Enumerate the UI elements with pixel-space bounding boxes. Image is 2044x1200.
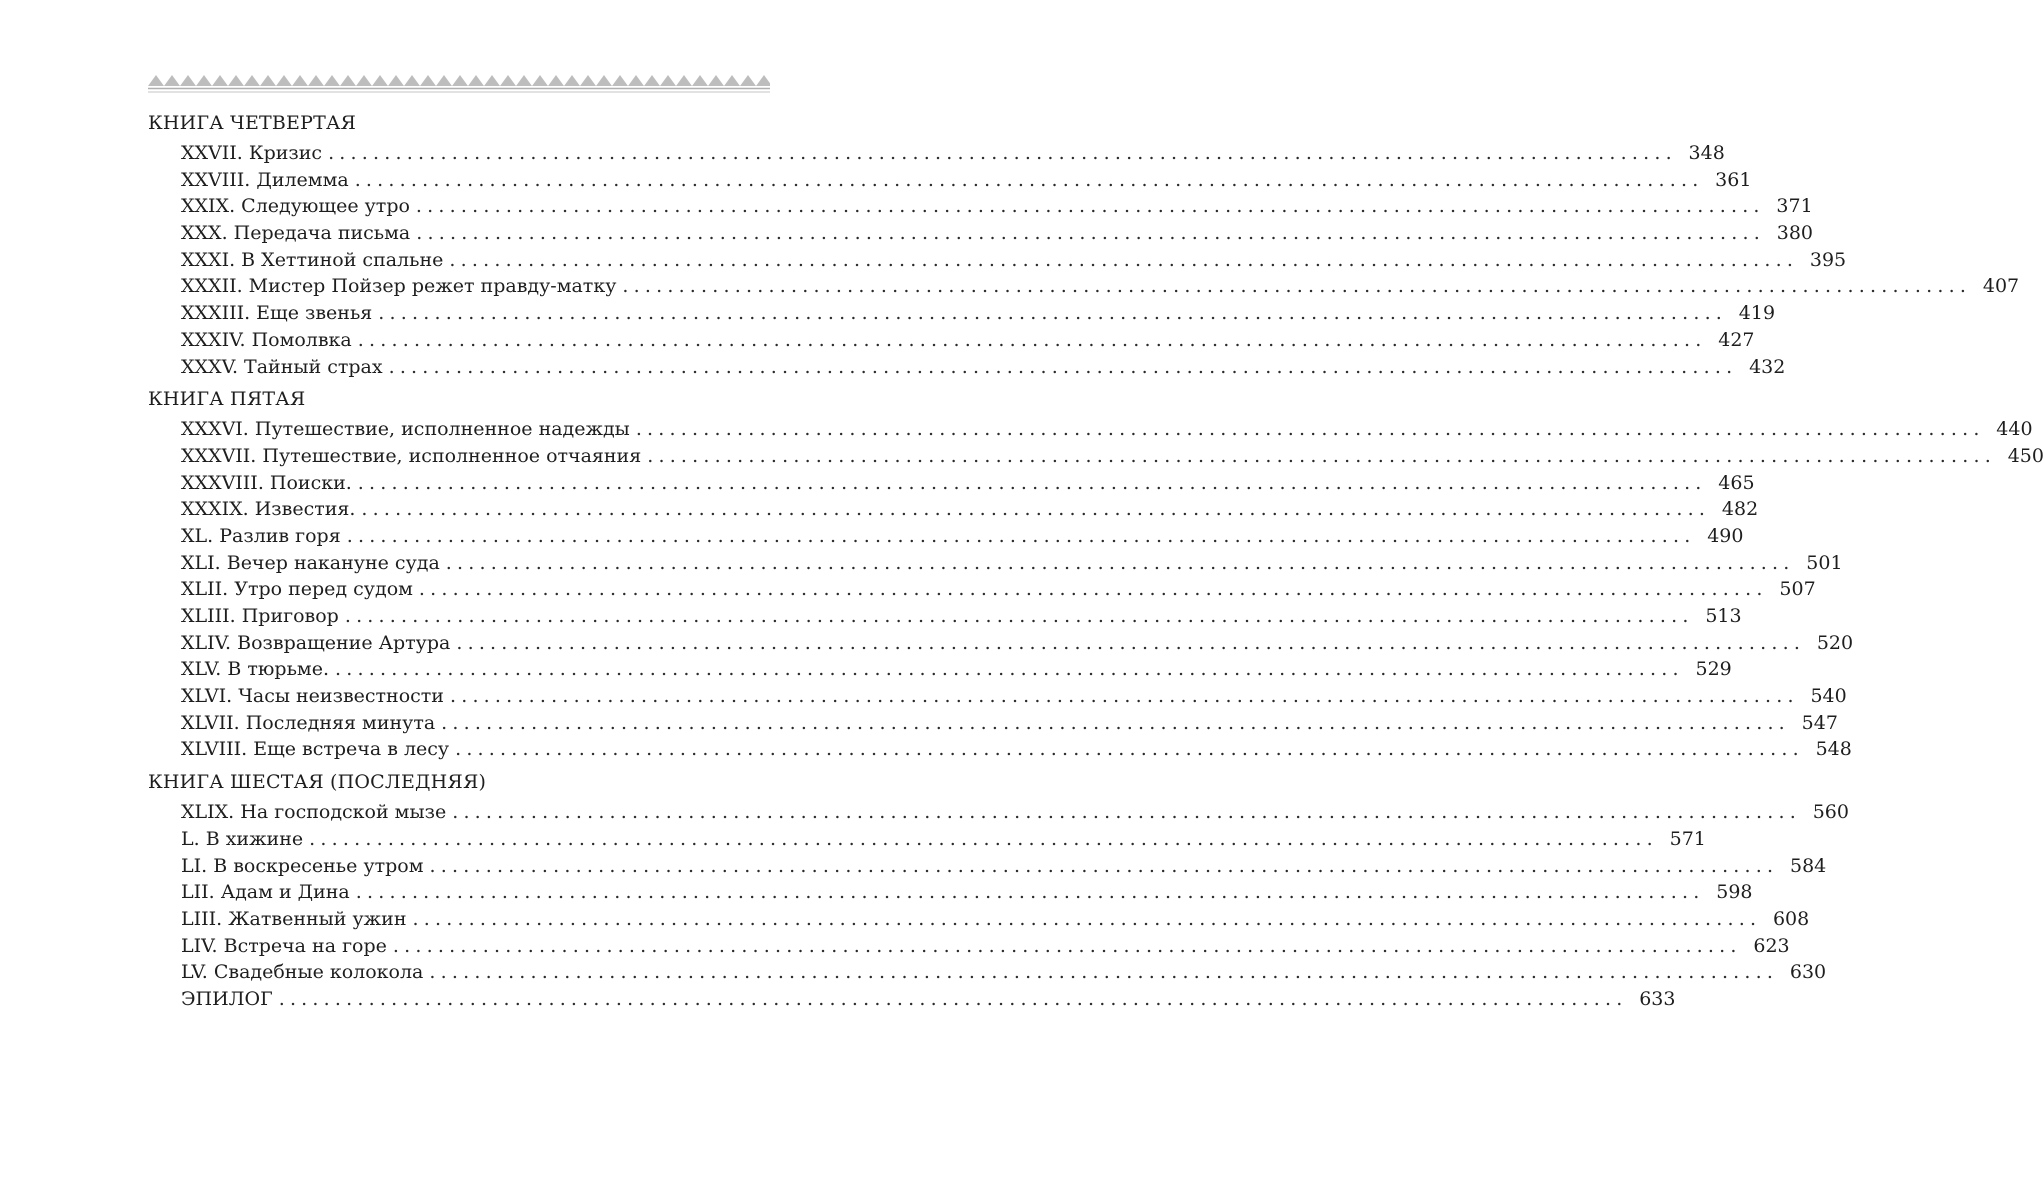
- dot-leader: ........................................................................................................................: [392, 934, 1742, 957]
- header-ornament-border: [148, 72, 770, 94]
- dot-leader: ........................................................................................................................: [455, 738, 1804, 761]
- page-number: 548: [1815, 738, 1852, 761]
- toc-entry[interactable]: [148, 683, 1847, 710]
- chapter-title: XXXV. Тайный страх: [181, 355, 383, 378]
- dot-leader: ........................................................................................................................: [416, 222, 1766, 245]
- toc-entry[interactable]: [148, 300, 1776, 327]
- dot-leader: ........................................................................................................................: [355, 881, 1705, 904]
- chapter-title: LIV. Встреча на горе: [181, 934, 387, 957]
- toc-entry[interactable]: [148, 826, 1706, 853]
- page-number: 432: [1749, 355, 1786, 378]
- page-number: 584: [1790, 854, 1827, 877]
- dot-leader: ........................................................................................................................: [357, 328, 1707, 351]
- page-number: 482: [1721, 498, 1759, 521]
- toc-entry[interactable]: [148, 879, 1753, 906]
- chapter-title: XLVI. Часы неизвестности: [181, 685, 444, 708]
- chapter-title: XLIX. На господской мызе: [181, 801, 447, 824]
- dot-leader: ........................................................................................................................: [622, 275, 1972, 298]
- dot-leader: ........................................................................................................................: [445, 551, 1795, 574]
- page-number: 513: [1705, 605, 1742, 627]
- chapter-title: XXXVII. Путешествие, исполненное отчаяния: [181, 444, 642, 467]
- book-5-section: [148, 382, 2044, 763]
- dot-leader: ........................................................................................................................: [346, 524, 1696, 547]
- toc-entry[interactable]: [148, 247, 1847, 274]
- dot-leader: ........................................................................................................................: [429, 961, 1779, 984]
- dot-leader: ........................................................................................................................: [635, 418, 1985, 441]
- dot-leader: ........................................................................................................................: [415, 195, 1765, 218]
- dot-leader: ........................................................................................................................: [429, 854, 1779, 877]
- page-number: 407: [1982, 275, 2020, 298]
- dot-leader: ........................................................................................................................: [452, 801, 1801, 824]
- toc-entry[interactable]: [148, 959, 1827, 986]
- chapter-title: XL. Разлив горя: [181, 524, 341, 547]
- dot-leader: ........................................................................................................................: [378, 302, 1728, 325]
- book-title: КНИГА ШЕСТАЯ (ПОСЛЕДНЯЯ): [148, 771, 487, 794]
- chapter-title: XXXIX. Известия.: [181, 498, 356, 521]
- chapter-title: XXXIV. Помолвка: [181, 328, 352, 351]
- chapter-title: XLIII. Приговор: [181, 605, 339, 627]
- toc-entry[interactable]: [148, 354, 1786, 381]
- chapter-title: XXIX. Следующее утро: [181, 195, 410, 218]
- chapter-title: XXX. Передача письма: [181, 222, 411, 245]
- page-number: 540: [1810, 685, 1847, 708]
- dot-leader: ........................................................................................................................: [328, 142, 1677, 164]
- page-number: 490: [1707, 524, 1744, 547]
- page-number: 361: [1715, 168, 1752, 191]
- page-number: 450: [2007, 444, 2044, 467]
- page-number: 465: [1718, 471, 1755, 494]
- chapter-title: XXXII. Мистер Пойзер режет правду-матку: [181, 275, 617, 298]
- page-number: 598: [1716, 881, 1753, 904]
- toc-entry[interactable]: [148, 416, 2033, 443]
- toc-entry[interactable]: [148, 933, 1790, 960]
- page-number: 419: [1738, 302, 1776, 325]
- page-number: 623: [1753, 934, 1790, 957]
- page-number: 371: [1776, 195, 1813, 218]
- chapter-title: XXXVI. Путешествие, исполненное надежды: [181, 418, 630, 441]
- dot-leader: ........................................................................................................................: [418, 578, 1768, 601]
- toc-entry[interactable]: [148, 140, 1725, 167]
- table-of-contents: [148, 106, 2044, 1013]
- toc-entry[interactable]: [148, 736, 1852, 763]
- toc-entry[interactable]: [148, 656, 1732, 683]
- dot-leader: ........................................................................................................................: [647, 444, 1996, 467]
- toc-entry[interactable]: [148, 550, 1843, 577]
- toc-entry[interactable]: [148, 576, 1816, 603]
- dot-leader: ........................................................................................................................: [412, 907, 1762, 930]
- page-number: 571: [1669, 827, 1706, 850]
- toc-entry[interactable]: [148, 906, 1810, 933]
- chapter-title: L. В хижине: [181, 827, 304, 850]
- dot-leader: ........................................................................................................................: [388, 355, 1738, 378]
- chapter-title: LV. Свадебные колокола: [181, 961, 424, 984]
- chapter-title: XXXVIII. Поиски.: [181, 471, 352, 494]
- dot-leader: ........................................................................................................................: [335, 658, 1684, 681]
- book-4-section: [148, 106, 2020, 380]
- toc-entry[interactable]: [148, 327, 1755, 354]
- chapter-title: XLI. Вечер накануне суда: [181, 551, 440, 574]
- toc-entry[interactable]: [148, 496, 1759, 523]
- toc-entry[interactable]: [148, 853, 1827, 880]
- page-number: 507: [1779, 578, 1816, 601]
- chapter-title: XLVIII. Еще встреча в лесу: [181, 738, 450, 761]
- chapter-title: XLV. В тюрьме.: [181, 658, 329, 681]
- page-number: 560: [1812, 801, 1849, 824]
- toc-entry[interactable]: [148, 630, 1854, 657]
- page-number: 395: [1809, 248, 1847, 271]
- dot-leader: ........................................................................................................................: [357, 471, 1707, 494]
- toc-entry[interactable]: [148, 220, 1814, 247]
- book-6-section: [148, 765, 1849, 1013]
- chapter-title: LI. В воскресенье утром: [181, 854, 424, 877]
- chapter-title: XXXI. В Хеттиной спальне: [181, 248, 444, 271]
- page-number: 501: [1806, 551, 1843, 574]
- dot-leader: ........................................................................................................................: [309, 827, 1658, 850]
- page-number: 520: [1816, 631, 1854, 654]
- page-number: 380: [1776, 222, 1814, 245]
- toc-entry[interactable]: [148, 603, 1742, 630]
- page-number: 529: [1695, 658, 1732, 681]
- dot-leader: ........................................................................................................................: [441, 711, 1790, 734]
- chapter-title: LII. Адам и Дина: [181, 881, 350, 904]
- dot-leader: ........................................................................................................................: [278, 987, 1628, 1010]
- chapter-title: XXVIII. Дилемма: [181, 168, 349, 191]
- dot-leader: ........................................................................................................................: [354, 168, 1704, 191]
- toc-entry[interactable]: [148, 523, 1744, 550]
- book-title: КНИГА ЧЕТВЕРТАЯ: [148, 112, 357, 134]
- toc-entry[interactable]: [148, 193, 1813, 220]
- toc-entry[interactable]: [148, 167, 1752, 194]
- page-number: 440: [1996, 418, 2033, 441]
- book-title: КНИГА ПЯТАЯ: [148, 388, 306, 411]
- dot-leader: ........................................................................................................................: [456, 631, 1806, 654]
- chapter-title: XLVII. Последняя минута: [181, 711, 436, 734]
- page-number: 630: [1789, 961, 1827, 984]
- toc-entry[interactable]: [148, 799, 1849, 826]
- page-number: 427: [1718, 328, 1755, 351]
- page-number: 633: [1639, 987, 1676, 1010]
- dot-leader: ........................................................................................................................: [344, 605, 1694, 627]
- page-number: 348: [1688, 142, 1725, 164]
- toc-entry[interactable]: [148, 470, 1755, 497]
- toc-entry[interactable]: [148, 273, 2020, 300]
- chapter-title: XLII. Утро перед судом: [181, 578, 413, 601]
- toc-entry[interactable]: [148, 986, 1676, 1013]
- page-number: 608: [1772, 907, 1810, 930]
- chapter-title: XLIV. Возвращение Артура: [181, 631, 451, 654]
- dot-leader: ........................................................................................................................: [449, 248, 1799, 271]
- chapter-title: XXVII. Кризис: [181, 142, 323, 164]
- dot-leader: ........................................................................................................................: [449, 685, 1799, 708]
- chapter-title: XXXIII. Еще звенья: [181, 302, 373, 325]
- chapter-title: ЭПИЛОГ: [181, 987, 273, 1010]
- toc-entry[interactable]: [148, 710, 1838, 737]
- dot-leader: ........................................................................................................................: [361, 498, 1711, 521]
- chapter-title: LIII. Жатвенный ужин: [181, 907, 407, 930]
- page-number: 547: [1801, 711, 1838, 734]
- toc-entry[interactable]: [148, 443, 2044, 470]
